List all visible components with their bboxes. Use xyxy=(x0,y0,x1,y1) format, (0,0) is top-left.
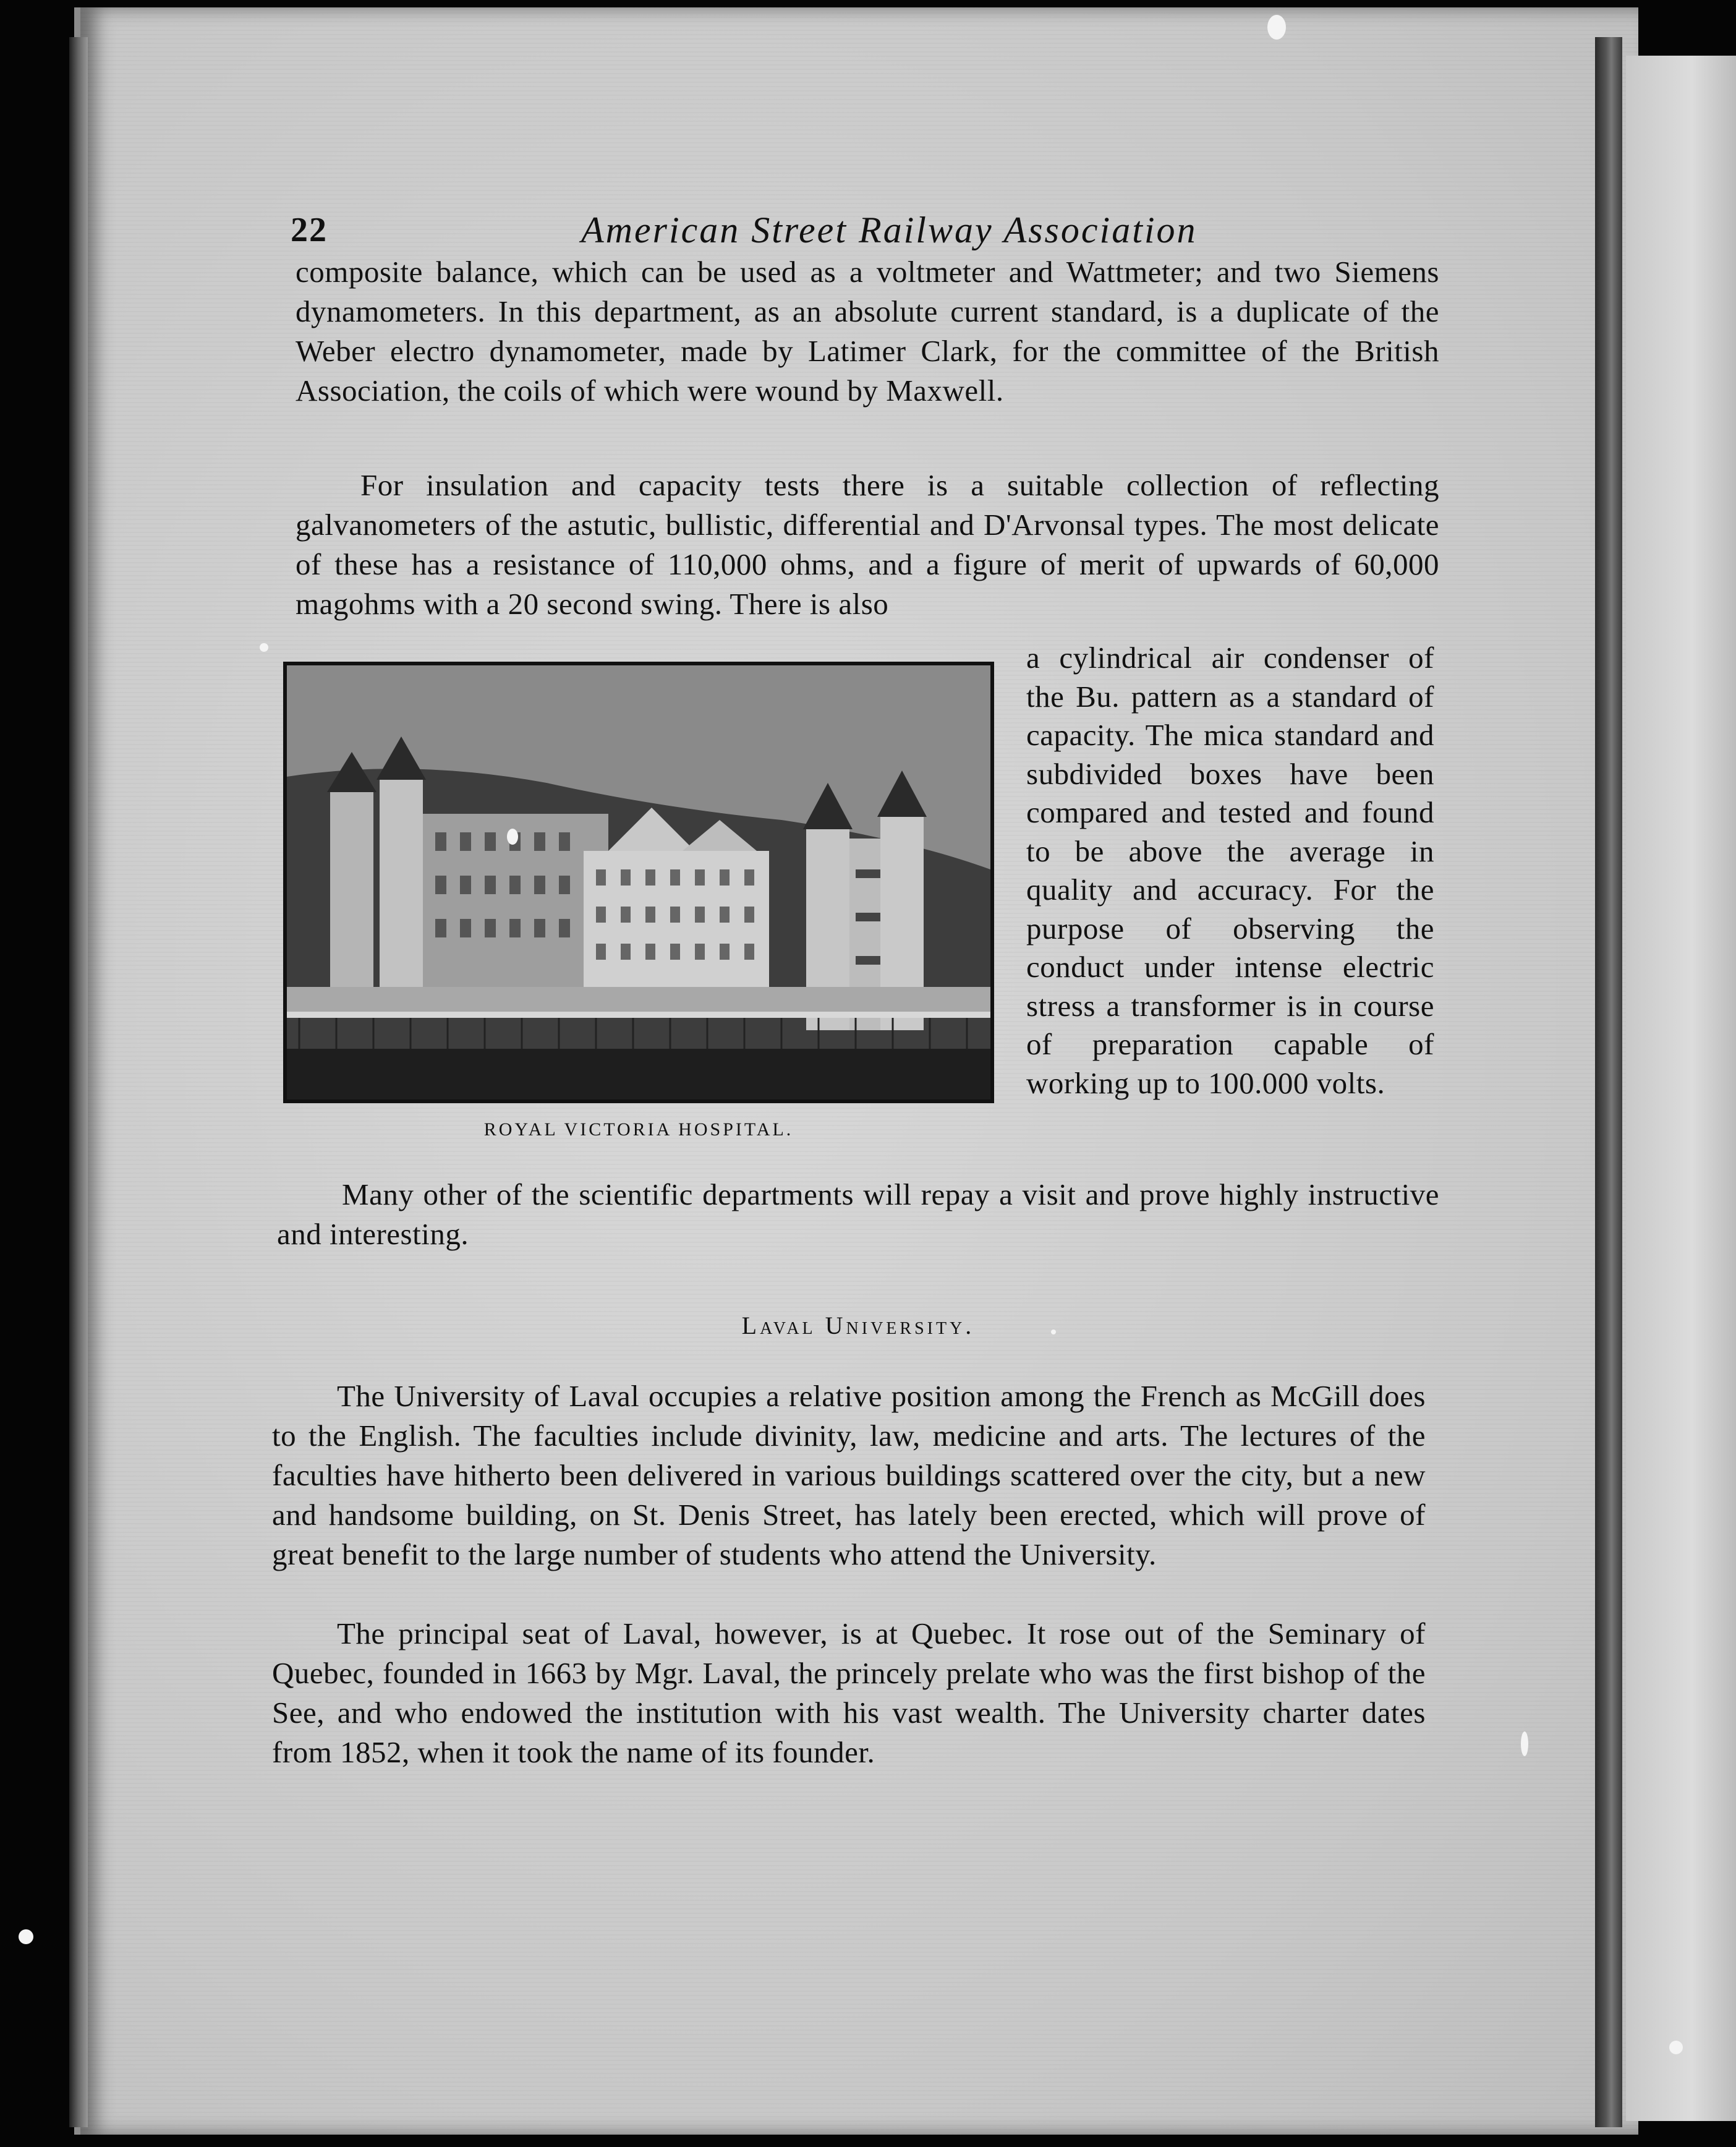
hospital-building-illustration xyxy=(287,665,990,1099)
page-left-edge xyxy=(69,37,88,2127)
scan-speck xyxy=(1669,2041,1683,2054)
scan-speck xyxy=(260,643,268,652)
paragraph-text: The principal seat of Laval, however, is at Quebec. It rose out of the Seminary of Quebec, founded in 1663 by Mgr. Laval, the princely prelate who was the first bishop of the See, and who endowed the institution with his vast wealth. The University charter dates from 1852, when it took the name of its founder. xyxy=(272,1616,1426,1769)
paragraph-laval-intro xyxy=(272,1377,1426,1574)
paragraph-text: a cylindrical air condenser of the Bu. pattern as a standard of capacity. The mica standard and subdivided boxes have been compared and tested and found to be above the average in quality and accuracy. For the purpose of observing the conduct under intense electric stress a transformer is in course of preparation capable of working up to 100.000 volts. xyxy=(1026,641,1434,1100)
book-gutter xyxy=(1595,37,1622,2127)
scan-speck xyxy=(507,829,518,845)
adjacent-page xyxy=(1626,56,1736,2121)
page-header xyxy=(291,204,1539,260)
paragraph-composite-balance xyxy=(296,252,1439,411)
paragraph-condenser-wrap xyxy=(1026,639,1434,1103)
paragraph-text: composite balance, which can be used as a voltmeter and Wattmeter; and two Siemens dynamometers. In this department, as an absolute current standard, is a duplicate of the Weber electro dynamometer, made by Latimer Clark, for the committee of the British Association, the coils of which were wound by Maxwell. xyxy=(296,255,1439,408)
royal-victoria-hospital-photo xyxy=(283,662,994,1103)
running-title: American Street Railway Association xyxy=(581,210,1198,250)
paragraph-scientific-departments xyxy=(277,1175,1439,1254)
figure-caption: ROYAL VICTORIA HOSPITAL. xyxy=(483,1119,794,1140)
paragraph-text: Many other of the scientific departments will repay a visit and prove highly instructive and interesting. xyxy=(277,1177,1439,1251)
paragraph-text: For insulation and capacity tests there is a suitable collection of reflecting galvanometers of the astutic, bullistic, differential and D'Arvonsal types. The most delicate of these has a resistance of 110,000 ohms, and a figure of merit of upwards of 60,000 magohms with a 20 second swing. There is also xyxy=(296,468,1439,621)
scan-speck xyxy=(1051,1330,1056,1334)
scan-speck xyxy=(19,1929,33,1944)
section-heading-laval: Laval University. xyxy=(741,1312,975,1339)
scan-speck xyxy=(1521,1731,1528,1756)
paragraph-insulation-tests xyxy=(296,466,1439,624)
paragraph-laval-quebec xyxy=(272,1614,1426,1772)
page-number: 22 xyxy=(291,211,328,249)
paragraph-text: The University of Laval occupies a relative position among the French as McGill does to the English. The faculties include divinity, law, medicine and arts. The lectures of the faculties have hitherto been delivered in various buildings scattered over the city, but a new and handsome building, on St. Denis Street, has lately been erected, which will prove of great benefit to the large number of students who attend the University. xyxy=(272,1379,1426,1571)
scan-speck xyxy=(1267,15,1286,40)
